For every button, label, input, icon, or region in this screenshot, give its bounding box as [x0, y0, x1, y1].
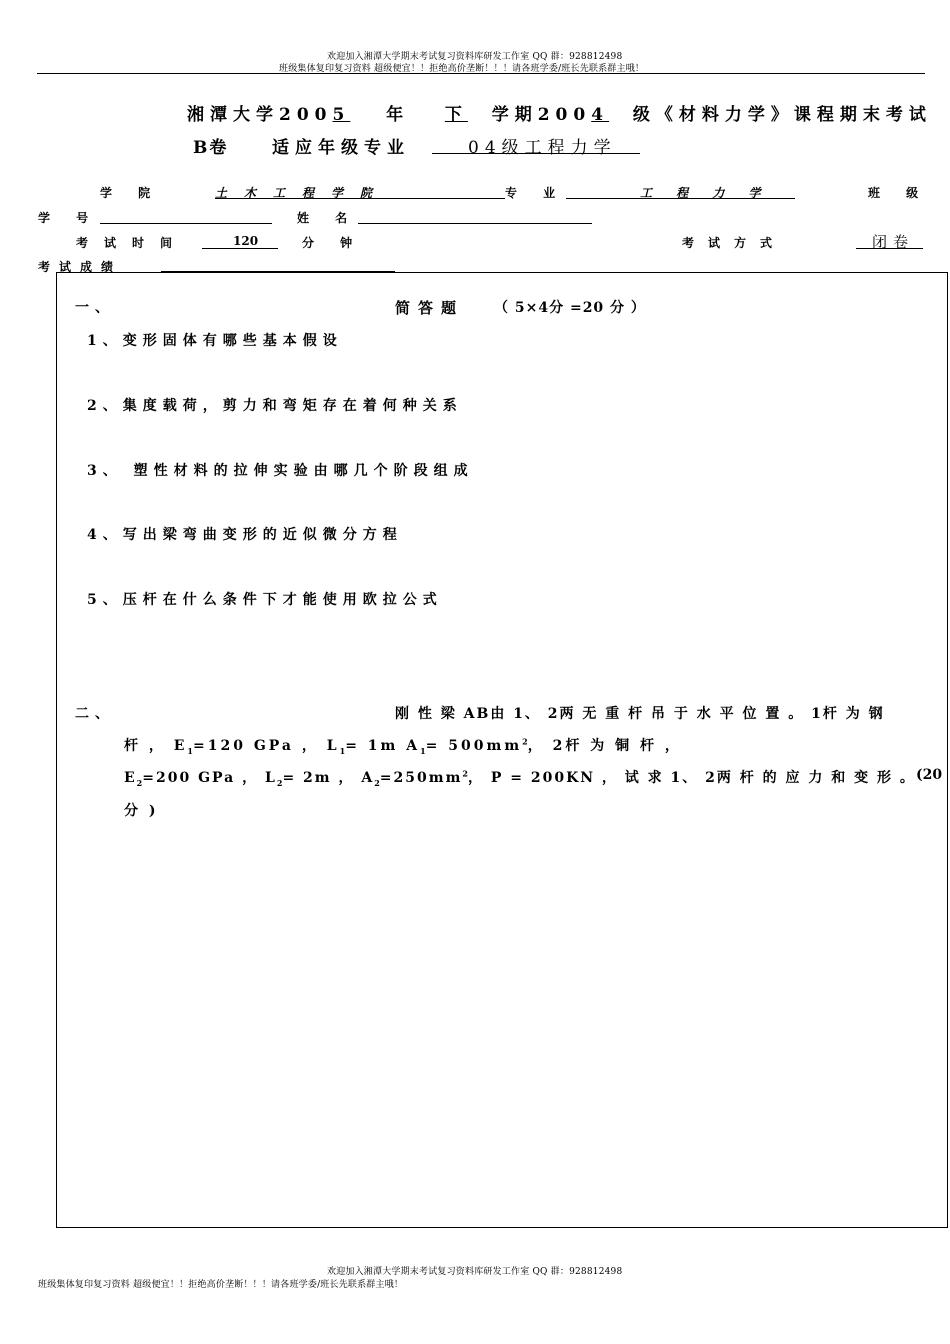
exam-mode-underline — [856, 248, 923, 249]
footer-line-2: 班级集体复印复习资料 超级便宜！！拒绝高价垄断！！！请各班学委/班长先联系群主哦！ — [38, 1280, 404, 1290]
class-label: 班 级 — [868, 186, 930, 200]
grade-major-underline — [432, 153, 640, 154]
problem-l3-c: = 2m ， A — [282, 770, 375, 786]
major-label: 专 业 — [505, 186, 567, 200]
exam-time-underline — [202, 248, 278, 249]
problem-line-3 — [124, 767, 916, 788]
problem-l3-s1: 2 — [136, 777, 143, 788]
problem-l2-s2: 1 — [339, 745, 346, 756]
problem-l2-c: = 1m A — [345, 738, 421, 754]
major-underline — [566, 198, 795, 199]
title-term: 下 — [444, 105, 468, 125]
section1-title: 简答题 — [395, 299, 465, 317]
question-4: 4、写出梁弯曲变形的近似微分方程 — [87, 527, 403, 543]
title-part-b: 学期200 — [491, 105, 592, 125]
problem-points-a: (20 — [916, 767, 943, 783]
section2-number: 二、 — [75, 706, 115, 722]
title-part-c: 级《材料力学》课程期末考试 — [632, 105, 932, 125]
title-grade: 4 — [591, 105, 610, 125]
title-year: 5 — [332, 105, 351, 125]
paper-type: B卷 — [193, 138, 229, 158]
problem-l2-e: ， 2杆 为 铜 杆 ， — [527, 738, 682, 754]
major-value: 工 程 力 学 — [640, 186, 771, 200]
problem-l3-e: ， P = 200KN ， 试 求 1、 2两 杆 的 应 力 和 变 形 。 — [467, 770, 916, 786]
college-underline — [215, 198, 505, 199]
problem-line-2 — [124, 735, 682, 756]
college-label: 学 院 — [100, 186, 162, 200]
exam-title — [187, 100, 932, 125]
problem-l2-d: = 500mm — [425, 738, 523, 754]
grade-major-label: 适应年级专业 — [272, 138, 410, 158]
exam-time-value: 120 — [233, 234, 259, 248]
name-label: 姓 名 — [297, 211, 359, 225]
problem-l3-s4: 2 — [462, 768, 468, 779]
problem-l3-s3: 2 — [374, 777, 380, 788]
question-5: 5、压杆在什么条件下才能使用欧拉公式 — [87, 592, 443, 608]
question-1: 1、变形固体有哪些基本假设 — [87, 333, 343, 349]
header-line-2: 班级集体复印复习资料 超级便宜！！拒绝高价垄断！！！请各班学委/班长先联系群主哦！ — [279, 64, 645, 74]
problem-l3-a: E — [124, 770, 137, 786]
problem-l3-s2: 2 — [276, 777, 283, 788]
problem-l2-a: 杆 ， E — [124, 738, 188, 754]
problem-l2-s1: 1 — [187, 745, 193, 756]
student-id-underline — [100, 223, 272, 224]
exam-time-unit: 分 钟 — [302, 236, 364, 250]
header-divider — [37, 73, 925, 74]
problem-line-1: 刚 性 梁 AB由 1、 2两 无 重 杆 吊 于 水 平 位 置 。 1杆 为 钢 — [395, 706, 885, 722]
problem-l3-b: =200 GPa ， L — [142, 770, 277, 786]
grade-major-value: 04级工程力学 — [468, 138, 617, 158]
student-id-label: 学 号 — [38, 211, 100, 225]
title-year-label: 年 — [386, 105, 410, 125]
question-3: 3、 塑性材料的拉伸实验由哪几个阶段组成 — [87, 463, 474, 479]
problem-l2-s4: 2 — [522, 736, 528, 747]
score-label: 考试成绩 — [38, 260, 123, 274]
question-2: 2、集度载荷，剪力和弯矩存在着何种关系 — [87, 398, 463, 414]
footer-line-1: 欢迎加入湘潭大学期末考试复习资料库研发工作室 QQ 群：928812498 — [327, 1267, 623, 1277]
problem-l2-b: =120 GPa ， L — [193, 738, 340, 754]
problem-l3-d: =250mm — [379, 770, 463, 786]
problem-l2-s3: 1 — [420, 745, 426, 756]
section1-number: 一、 — [75, 300, 115, 316]
problem-points-b: 分 ) — [124, 803, 159, 819]
exam-mode-label: 考试方式 — [682, 236, 787, 250]
name-underline — [358, 223, 592, 224]
college-value: 土木工程学院 — [215, 186, 390, 200]
section1-points: （ 5×4分 =20 分 ） — [494, 300, 646, 316]
header-line-1: 欢迎加入湘潭大学期末考试复习资料库研发工作室 QQ 群：928812498 — [327, 52, 623, 62]
exam-mode-value: 闭卷 — [872, 233, 915, 251]
title-part-a: 湘潭大学200 — [187, 105, 333, 125]
exam-time-label: 考试时间 — [76, 236, 189, 250]
